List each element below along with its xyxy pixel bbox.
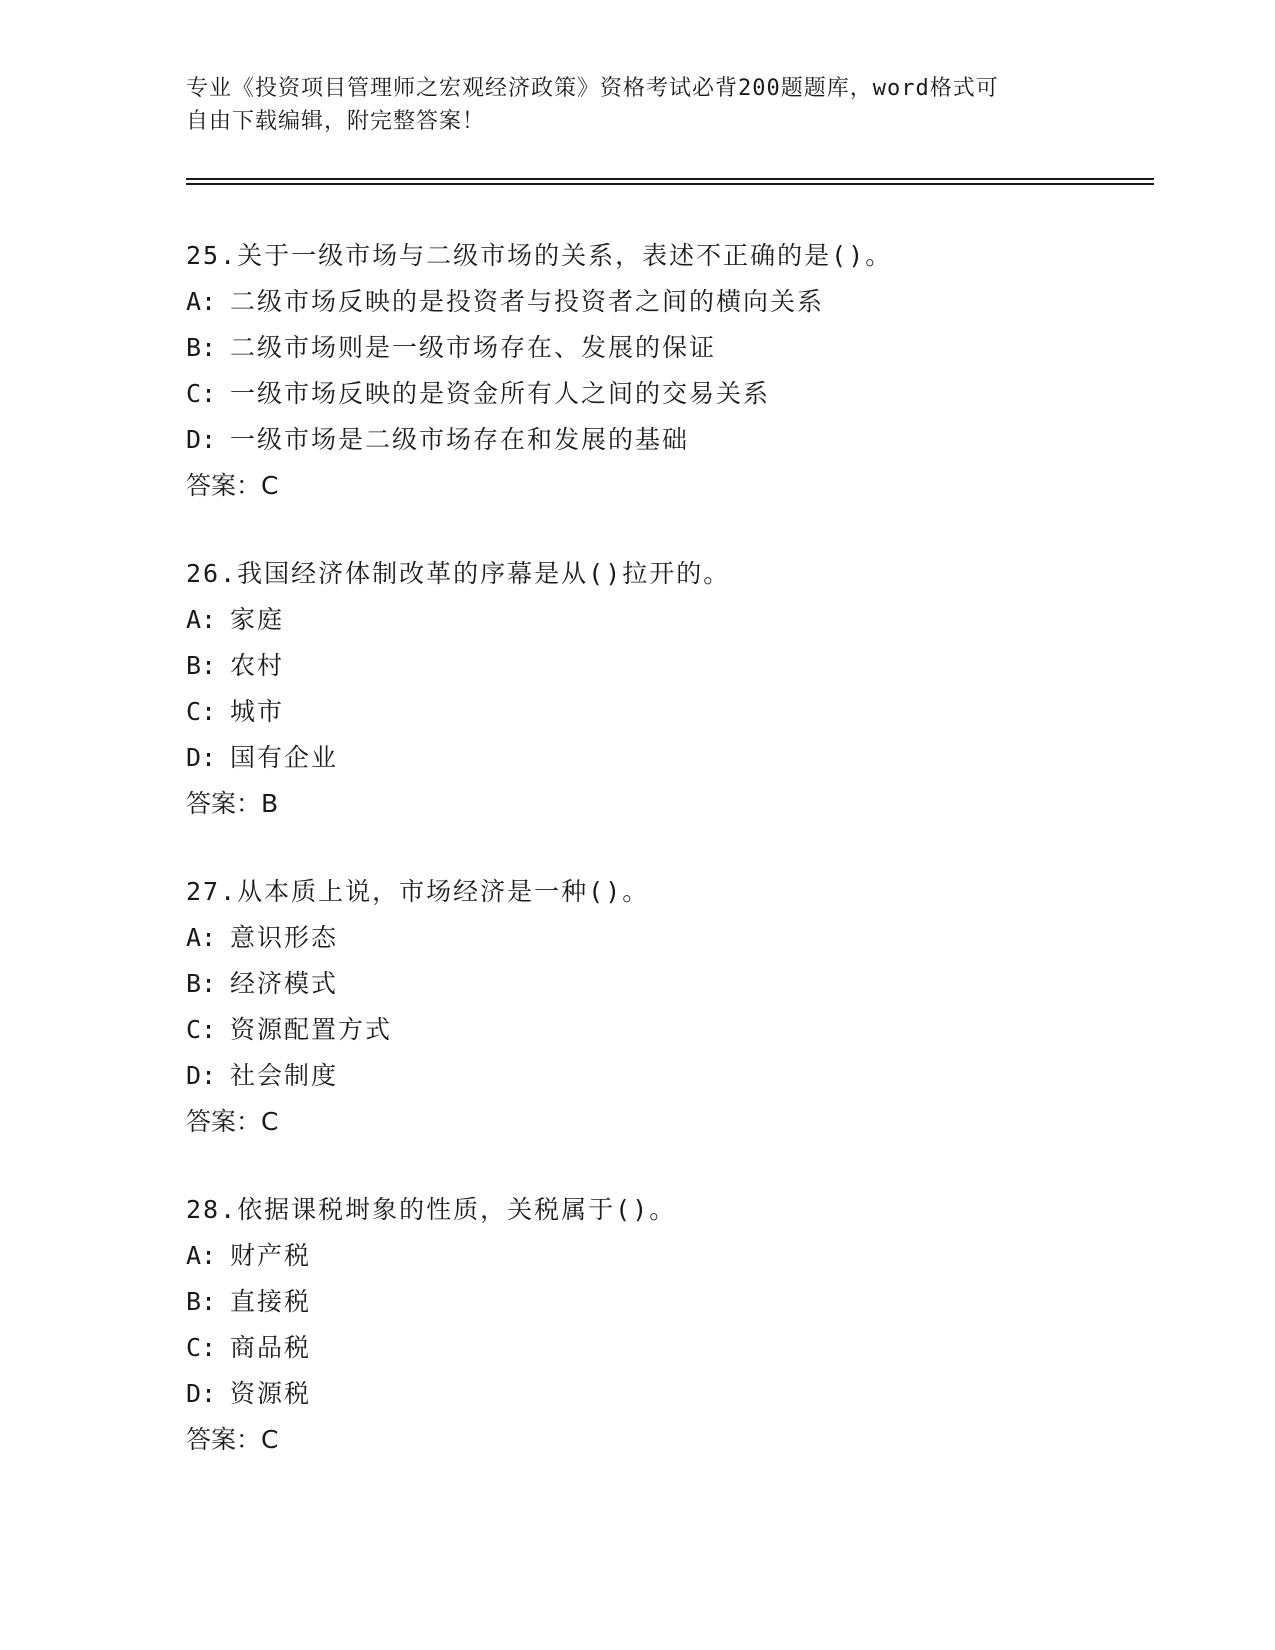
- option-letter: C:: [186, 379, 217, 408]
- option-letter: A:: [186, 1241, 217, 1270]
- answer-line: [186, 1417, 1146, 1463]
- option-letter: B:: [186, 333, 217, 362]
- option-text: 城市: [230, 697, 285, 726]
- option-text: 农村: [230, 651, 285, 680]
- option-b: [186, 961, 1146, 1007]
- option-letter: C:: [186, 1333, 217, 1362]
- option-letter: A:: [186, 287, 217, 316]
- option-text: 二级市场反映的是投资者与投资者之间的横向关系: [230, 287, 825, 316]
- option-a: [186, 279, 1146, 325]
- option-d: [186, 417, 1146, 463]
- question-block: [186, 869, 1146, 1145]
- option-text: 商品税: [230, 1333, 312, 1362]
- question-stem: 25.关于一级市场与二级市场的关系，表述不正确的是()。: [186, 241, 893, 270]
- option-letter: C:: [186, 697, 217, 726]
- option-letter: D:: [186, 425, 217, 454]
- option-text: 一级市场是二级市场存在和发展的基础: [230, 425, 690, 454]
- option-text: 国有企业: [230, 743, 339, 772]
- option-c: [186, 689, 1146, 735]
- answer-label: 答案：: [186, 471, 262, 500]
- answer-value: B: [261, 789, 279, 818]
- question-block: [186, 1187, 1146, 1463]
- option-letter: B:: [186, 969, 217, 998]
- question-block: [186, 233, 1146, 509]
- option-letter: D:: [186, 743, 217, 772]
- option-c: [186, 1325, 1146, 1371]
- option-text: 一级市场反映的是资金所有人之间的交易关系: [230, 379, 771, 408]
- header-line-2: 自由下载编辑，附完整答案！: [186, 109, 486, 134]
- option-text: 直接税: [230, 1287, 312, 1316]
- header-divider-bottom: [186, 183, 1154, 185]
- answer-value: C: [261, 1107, 279, 1136]
- answer-label: 答案：: [186, 789, 262, 818]
- option-letter: A:: [186, 923, 217, 952]
- answer-label: 答案：: [186, 1107, 262, 1136]
- option-text: 二级市场则是一级市场存在、发展的保证: [230, 333, 717, 362]
- option-letter: D:: [186, 1061, 217, 1090]
- question-stem: 27.从本质上说，市场经济是一种()。: [186, 877, 650, 906]
- option-letter: B:: [186, 651, 217, 680]
- option-letter: B:: [186, 1287, 217, 1316]
- answer-line: [186, 1099, 1146, 1145]
- header-divider-top: [186, 178, 1154, 180]
- answer-value: C: [261, 1425, 279, 1454]
- option-text: 财产税: [230, 1241, 312, 1270]
- option-b: [186, 325, 1146, 371]
- question-stem: 26.我国经济体制改革的序幕是从()拉开的。: [186, 559, 731, 588]
- option-a: [186, 1233, 1146, 1279]
- option-d: [186, 1371, 1146, 1417]
- answer-line: [186, 781, 1146, 827]
- option-d: [186, 1053, 1146, 1099]
- option-text: 家庭: [230, 605, 285, 634]
- option-b: [186, 643, 1146, 689]
- document-header: [186, 72, 1086, 138]
- option-a: [186, 597, 1146, 643]
- option-letter: A:: [186, 605, 217, 634]
- answer-value: C: [261, 471, 279, 500]
- answer-line: [186, 463, 1146, 509]
- question-block: [186, 551, 1146, 827]
- option-letter: D:: [186, 1379, 217, 1408]
- answer-label: 答案：: [186, 1425, 262, 1454]
- option-text: 资源配置方式: [230, 1015, 393, 1044]
- option-text: 意识形态: [230, 923, 339, 952]
- option-d: [186, 735, 1146, 781]
- option-c: [186, 1007, 1146, 1053]
- option-text: 社会制度: [230, 1061, 339, 1090]
- option-text: 经济模式: [230, 969, 339, 998]
- header-line-1: 专业《投资项目管理师之宏观经济政策》资格考试必背200题题库，word格式可: [186, 76, 999, 101]
- option-text: 资源税: [230, 1379, 312, 1408]
- question-stem: 28.依据课税埘象的性质，关税属于()。: [186, 1195, 677, 1224]
- option-letter: C:: [186, 1015, 217, 1044]
- option-c: [186, 371, 1146, 417]
- option-a: [186, 915, 1146, 961]
- option-b: [186, 1279, 1146, 1325]
